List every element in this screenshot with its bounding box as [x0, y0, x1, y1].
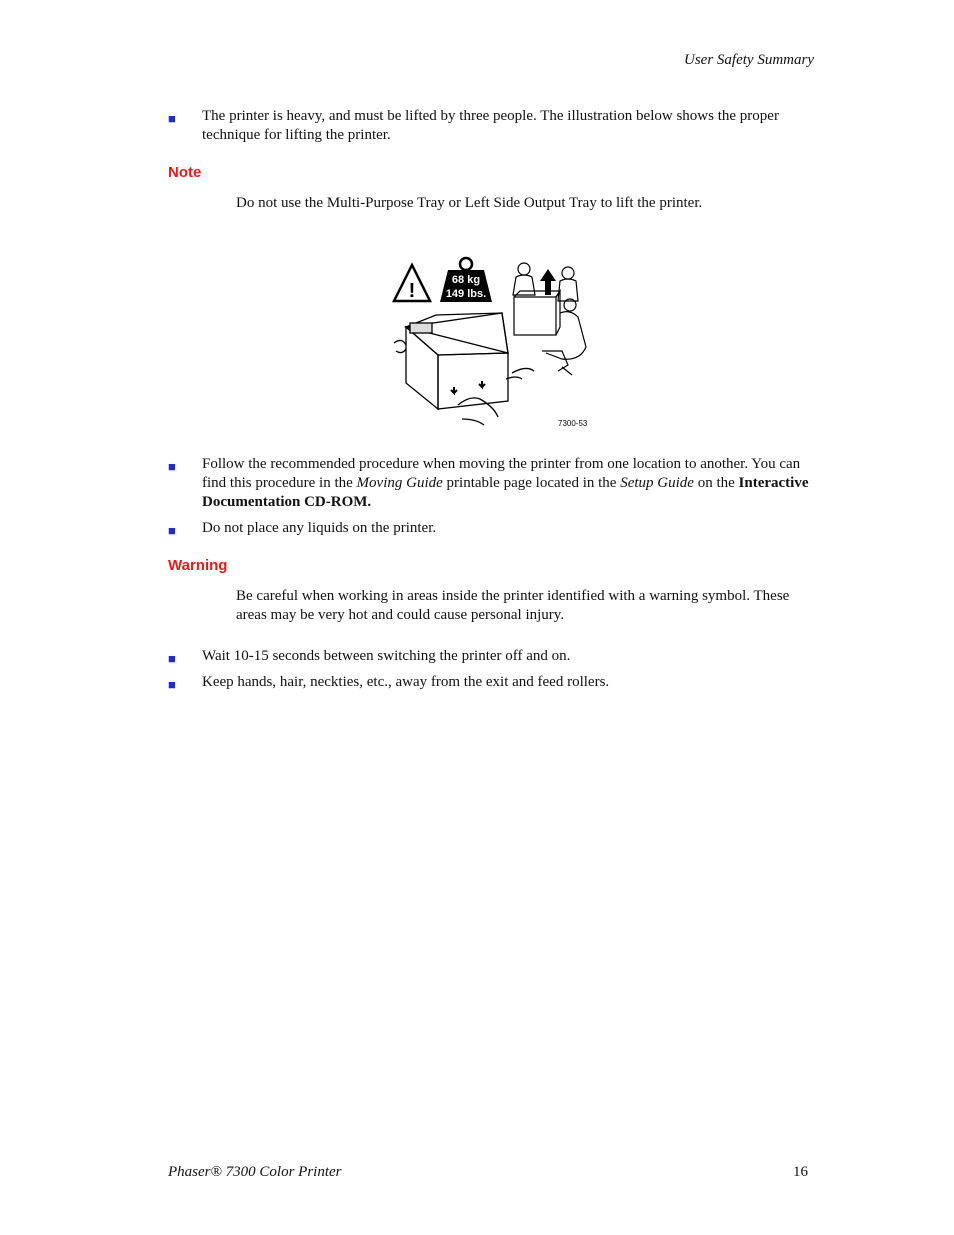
bullet-liquids-text: Do not place any liquids on the printer. [202, 520, 437, 536]
bullet-marker: ■ [168, 111, 176, 126]
footer-product-name: Phaser® 7300 Color Printer [168, 1164, 342, 1180]
note-heading: Note [168, 164, 202, 181]
setup-guide-title: Setup Guide [620, 475, 694, 491]
warning-symbol-text: ! [408, 280, 416, 302]
lifting-illustration-svg [392, 255, 602, 435]
bullet-lifting-text: The printer is heavy, and must be lifted by three people. The illustration below shows the proper technique for lifting the printer. [202, 108, 779, 143]
bullet-marker: ■ [168, 523, 176, 538]
weight-icon [440, 258, 492, 302]
printer-drawing [394, 313, 534, 425]
bullet-marker: ■ [168, 651, 176, 666]
weight-lbs-text: 149 lbs. [445, 288, 487, 300]
procedure-text-part3: on the [693, 475, 739, 491]
figure-caption: 7300-53 [558, 419, 588, 428]
running-header: User Safety Summary [684, 52, 814, 68]
cdrom-title: Interactive Documentation CD-ROM. [202, 475, 809, 510]
weight-kg-text: 68 kg [451, 274, 481, 286]
warning-heading: Warning [168, 557, 228, 574]
note-text: Do not use the Multi-Purpose Tray or Left Side Output Tray to lift the printer. [236, 195, 703, 211]
procedure-text-part1: Follow the recommended procedure when moving the printer from one location to another. You can find this procedure in the [202, 456, 801, 491]
bullet-moving-procedure [202, 455, 817, 512]
bullet-hands-text: Keep hands, hair, neckties, etc., away from the exit and feed rollers. [202, 674, 610, 690]
bullet-wait-text: Wait 10-15 seconds between switching the printer off and on. [202, 648, 571, 664]
bullet-marker: ■ [168, 459, 176, 474]
warning-text: Be careful when working in areas inside the printer identified with a warning symbol. These areas may be very hot and could cause personal injury. [236, 588, 790, 623]
procedure-text-part2: printable page located in the [442, 475, 621, 491]
page-number: 16 [793, 1164, 808, 1180]
warning-triangle-icon [394, 265, 430, 302]
lifting-illustration [392, 255, 602, 435]
bullet-marker: ■ [168, 677, 176, 692]
moving-guide-title: Moving Guide [356, 475, 443, 491]
